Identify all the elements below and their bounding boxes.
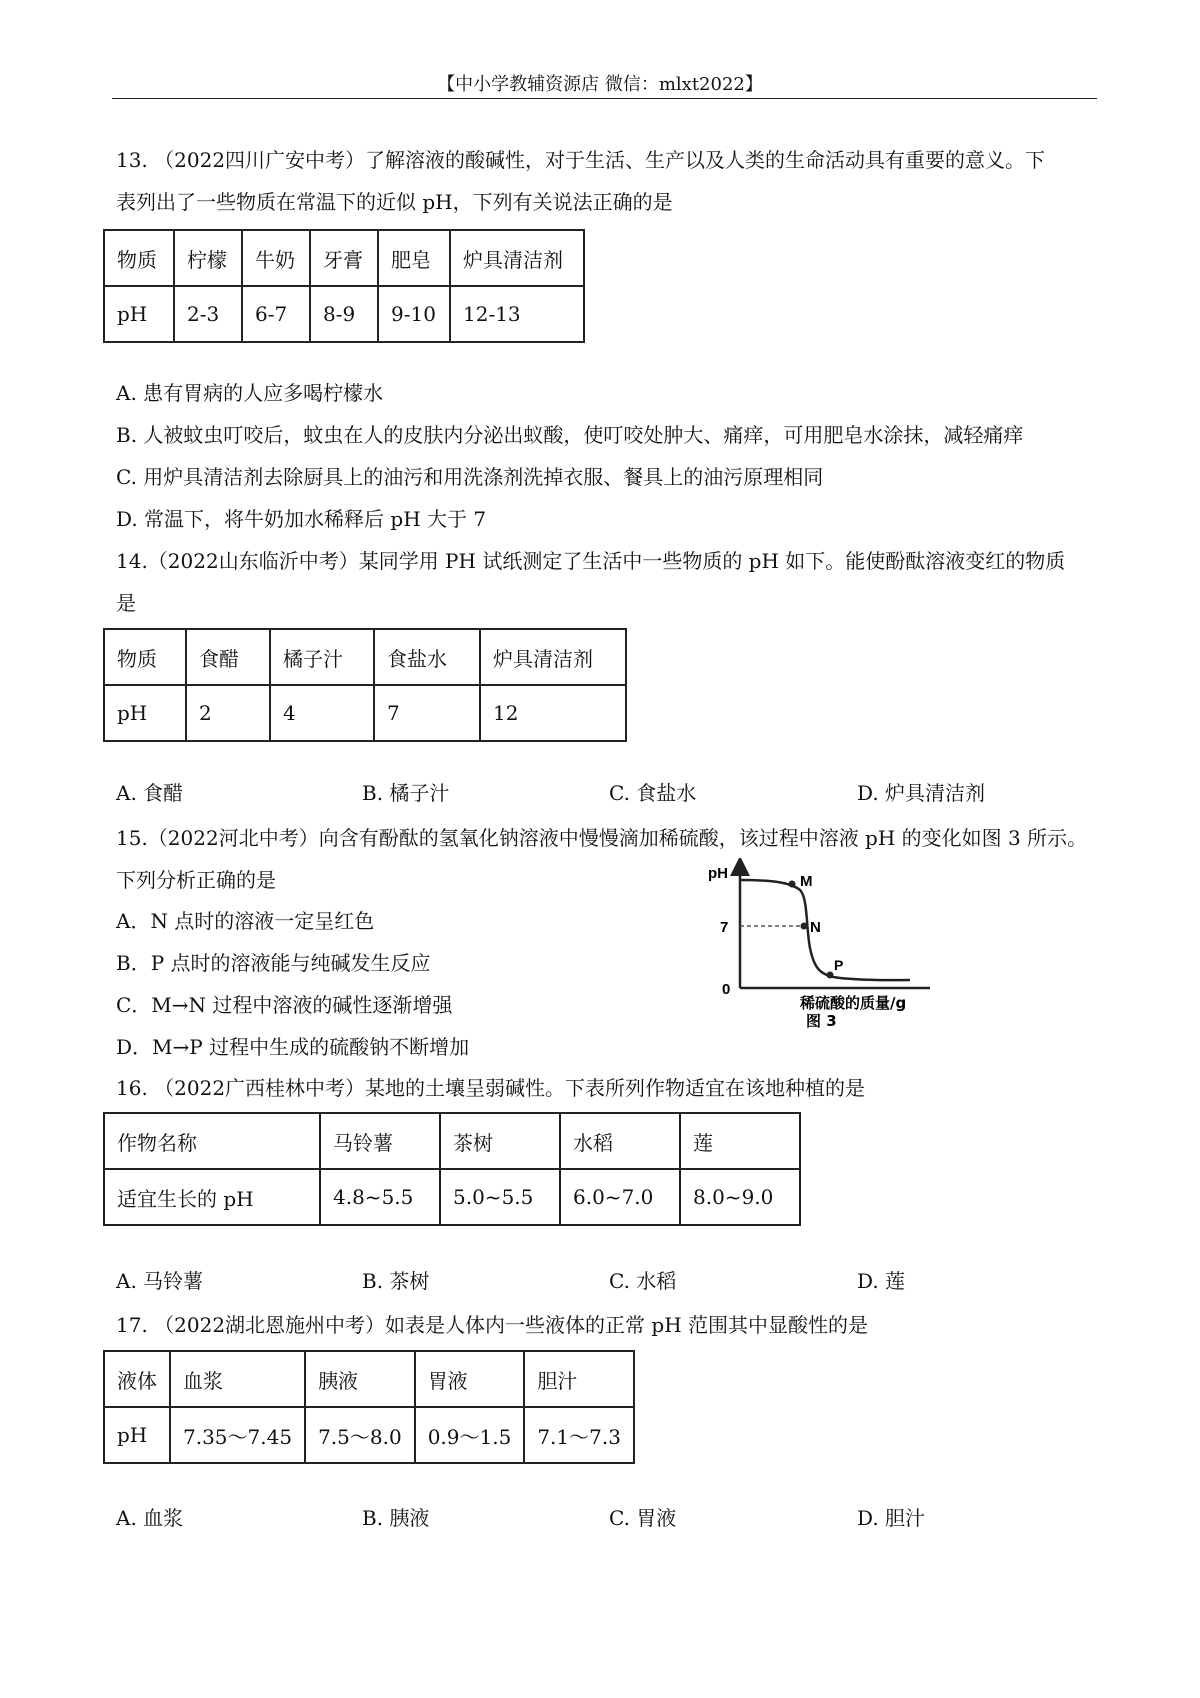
q13-table: [103, 229, 585, 343]
table-cell: 2-3: [174, 286, 242, 342]
q17-option-a: A. 血浆: [116, 1506, 184, 1530]
table-row: [104, 286, 584, 342]
table-cell: 2: [186, 685, 270, 741]
header-rule: [112, 98, 1097, 99]
q13-option-c: C. 用炉具清洁剂去除厨具上的油污和用洗涤剂洗掉衣服、餐具上的油污原理相同: [116, 465, 824, 489]
table-cell: 胃液: [415, 1351, 525, 1407]
table-cell: 8.0~9.0: [680, 1169, 800, 1225]
table-row: [104, 1169, 800, 1225]
q15-option-a: A．N 点时的溶液一定呈红色: [116, 909, 375, 933]
q17-option-c: C. 胃液: [609, 1506, 677, 1530]
table-cell: 马铃薯: [320, 1113, 440, 1169]
table-cell: 适宜生长的 pH: [104, 1169, 320, 1225]
table-cell: 12: [480, 685, 626, 741]
table-cell: 血浆: [170, 1351, 305, 1407]
table-cell: 牛奶: [242, 230, 310, 286]
y-tick-7: 7: [720, 919, 729, 936]
table-cell: 炉具清洁剂: [450, 230, 584, 286]
q13-option-a: A. 患有胃病的人应多喝柠檬水: [116, 381, 384, 405]
table-cell: 6.0~7.0: [560, 1169, 680, 1225]
origin-label: 0: [722, 981, 731, 998]
table-cell: 胆汁: [524, 1351, 634, 1407]
ph-curve-figure: [700, 858, 940, 1030]
table-row: [104, 1351, 634, 1407]
q15-stem-line2: 下列分析正确的是: [116, 868, 276, 892]
table-cell: pH: [104, 286, 174, 342]
q14-option-c: C. 食盐水: [609, 781, 697, 805]
x-axis-label: 稀硫酸的质量/g: [800, 994, 907, 1012]
ph-curve: [740, 880, 910, 980]
q16-option-d: D. 莲: [857, 1269, 906, 1293]
q17-option-b: B. 胰液: [362, 1506, 430, 1530]
y-axis-label: pH: [708, 865, 728, 882]
table-row: [104, 1113, 800, 1169]
q14-option-d: D. 炉具清洁剂: [857, 781, 986, 805]
q13-option-b: B. 人被蚊虫叮咬后，蚊虫在人的皮肤内分泌出蚁酸，使叮咬处肿大、痛痒，可用肥皂水涂抹，减轻痛痒: [116, 423, 1024, 447]
q13-stem-line2: 表列出了一些物质在常温下的近似 pH，下列有关说法正确的是: [116, 190, 673, 214]
table-cell: 作物名称: [104, 1113, 320, 1169]
table-cell: 物质: [104, 230, 174, 286]
table-cell: 食盐水: [374, 629, 480, 685]
table-cell: 7: [374, 685, 480, 741]
table-row: [104, 1407, 634, 1463]
table-cell: 7.35～7.45: [170, 1407, 305, 1463]
table-cell: 橘子汁: [270, 629, 374, 685]
table-cell: 柠檬: [174, 230, 242, 286]
q15-stem-line1: 15.（2022河北中考）向含有酚酞的氢氧化钠溶液中慢慢滴加稀硫酸，该过程中溶液 pH 的变化如图 3 所示。: [116, 826, 1088, 850]
q14-table: [103, 628, 627, 742]
table-cell: 12-13: [450, 286, 584, 342]
table-cell: 莲: [680, 1113, 800, 1169]
q17-table: [103, 1350, 635, 1464]
point-n-marker: [801, 923, 808, 930]
q15-option-b: B．P 点时的溶液能与纯碱发生反应: [116, 951, 431, 975]
q15-option-c: C．M→N 过程中溶液的碱性逐渐增强: [116, 993, 453, 1017]
figure-caption: 图 3: [806, 1012, 837, 1030]
q16-option-c: C. 水稻: [609, 1269, 677, 1293]
table-cell: 5.0~5.5: [440, 1169, 560, 1225]
table-cell: 食醋: [186, 629, 270, 685]
table-cell: 0.9～1.5: [415, 1407, 525, 1463]
table-cell: 茶树: [440, 1113, 560, 1169]
q17-option-d: D. 胆汁: [857, 1506, 926, 1530]
table-row: [104, 629, 626, 685]
table-cell: 胰液: [305, 1351, 415, 1407]
table-cell: 7.1～7.3: [524, 1407, 634, 1463]
point-m-marker: [789, 881, 796, 888]
table-row: [104, 685, 626, 741]
table-cell: pH: [104, 1407, 170, 1463]
q16-option-b: B. 茶树: [362, 1269, 430, 1293]
table-cell: 4.8~5.5: [320, 1169, 440, 1225]
table-cell: 7.5～8.0: [305, 1407, 415, 1463]
table-cell: 炉具清洁剂: [480, 629, 626, 685]
q13-option-d: D. 常温下，将牛奶加水稀释后 pH 大于 7: [116, 507, 487, 531]
q16-option-a: A. 马铃薯: [116, 1269, 204, 1293]
q16-stem: 16. （2022广西桂林中考）某地的土壤呈弱碱性。下表所列作物适宜在该地种植的是: [116, 1076, 866, 1100]
table-cell: 肥皂: [378, 230, 450, 286]
q17-stem: 17. （2022湖北恩施州中考）如表是人体内一些液体的正常 pH 范围其中显酸性的是: [116, 1313, 869, 1337]
table-row: [104, 230, 584, 286]
table-cell: pH: [104, 685, 186, 741]
q13-stem-line1: 13. （2022四川广安中考）了解溶液的酸碱性，对于生活、生产以及人类的生命活动具有重要的意义。下: [116, 148, 1046, 172]
point-m-label: M: [800, 873, 813, 890]
table-cell: 液体: [104, 1351, 170, 1407]
table-cell: 物质: [104, 629, 186, 685]
point-p-label: P: [834, 957, 844, 973]
table-cell: 4: [270, 685, 374, 741]
table-cell: 6-7: [242, 286, 310, 342]
q15-option-d: D．M→P 过程中生成的硫酸钠不断增加: [116, 1035, 470, 1059]
table-cell: 水稻: [560, 1113, 680, 1169]
q14-option-a: A. 食醋: [116, 781, 184, 805]
q16-table: [103, 1112, 801, 1226]
point-n-label: N: [810, 919, 821, 936]
table-cell: 9-10: [378, 286, 450, 342]
point-p-marker: [827, 972, 834, 979]
table-cell: 牙膏: [310, 230, 378, 286]
q14-stem-line2: 是: [116, 591, 136, 615]
q14-option-b: B. 橘子汁: [362, 781, 450, 805]
page-header: 【中小学教辅资源店 微信：mlxt2022】: [437, 74, 763, 95]
q14-stem-line1: 14.（2022山东临沂中考）某同学用 PH 试纸测定了生活中一些物质的 pH 如下。能使酚酞溶液变红的物质: [116, 549, 1066, 573]
table-cell: 8-9: [310, 286, 378, 342]
